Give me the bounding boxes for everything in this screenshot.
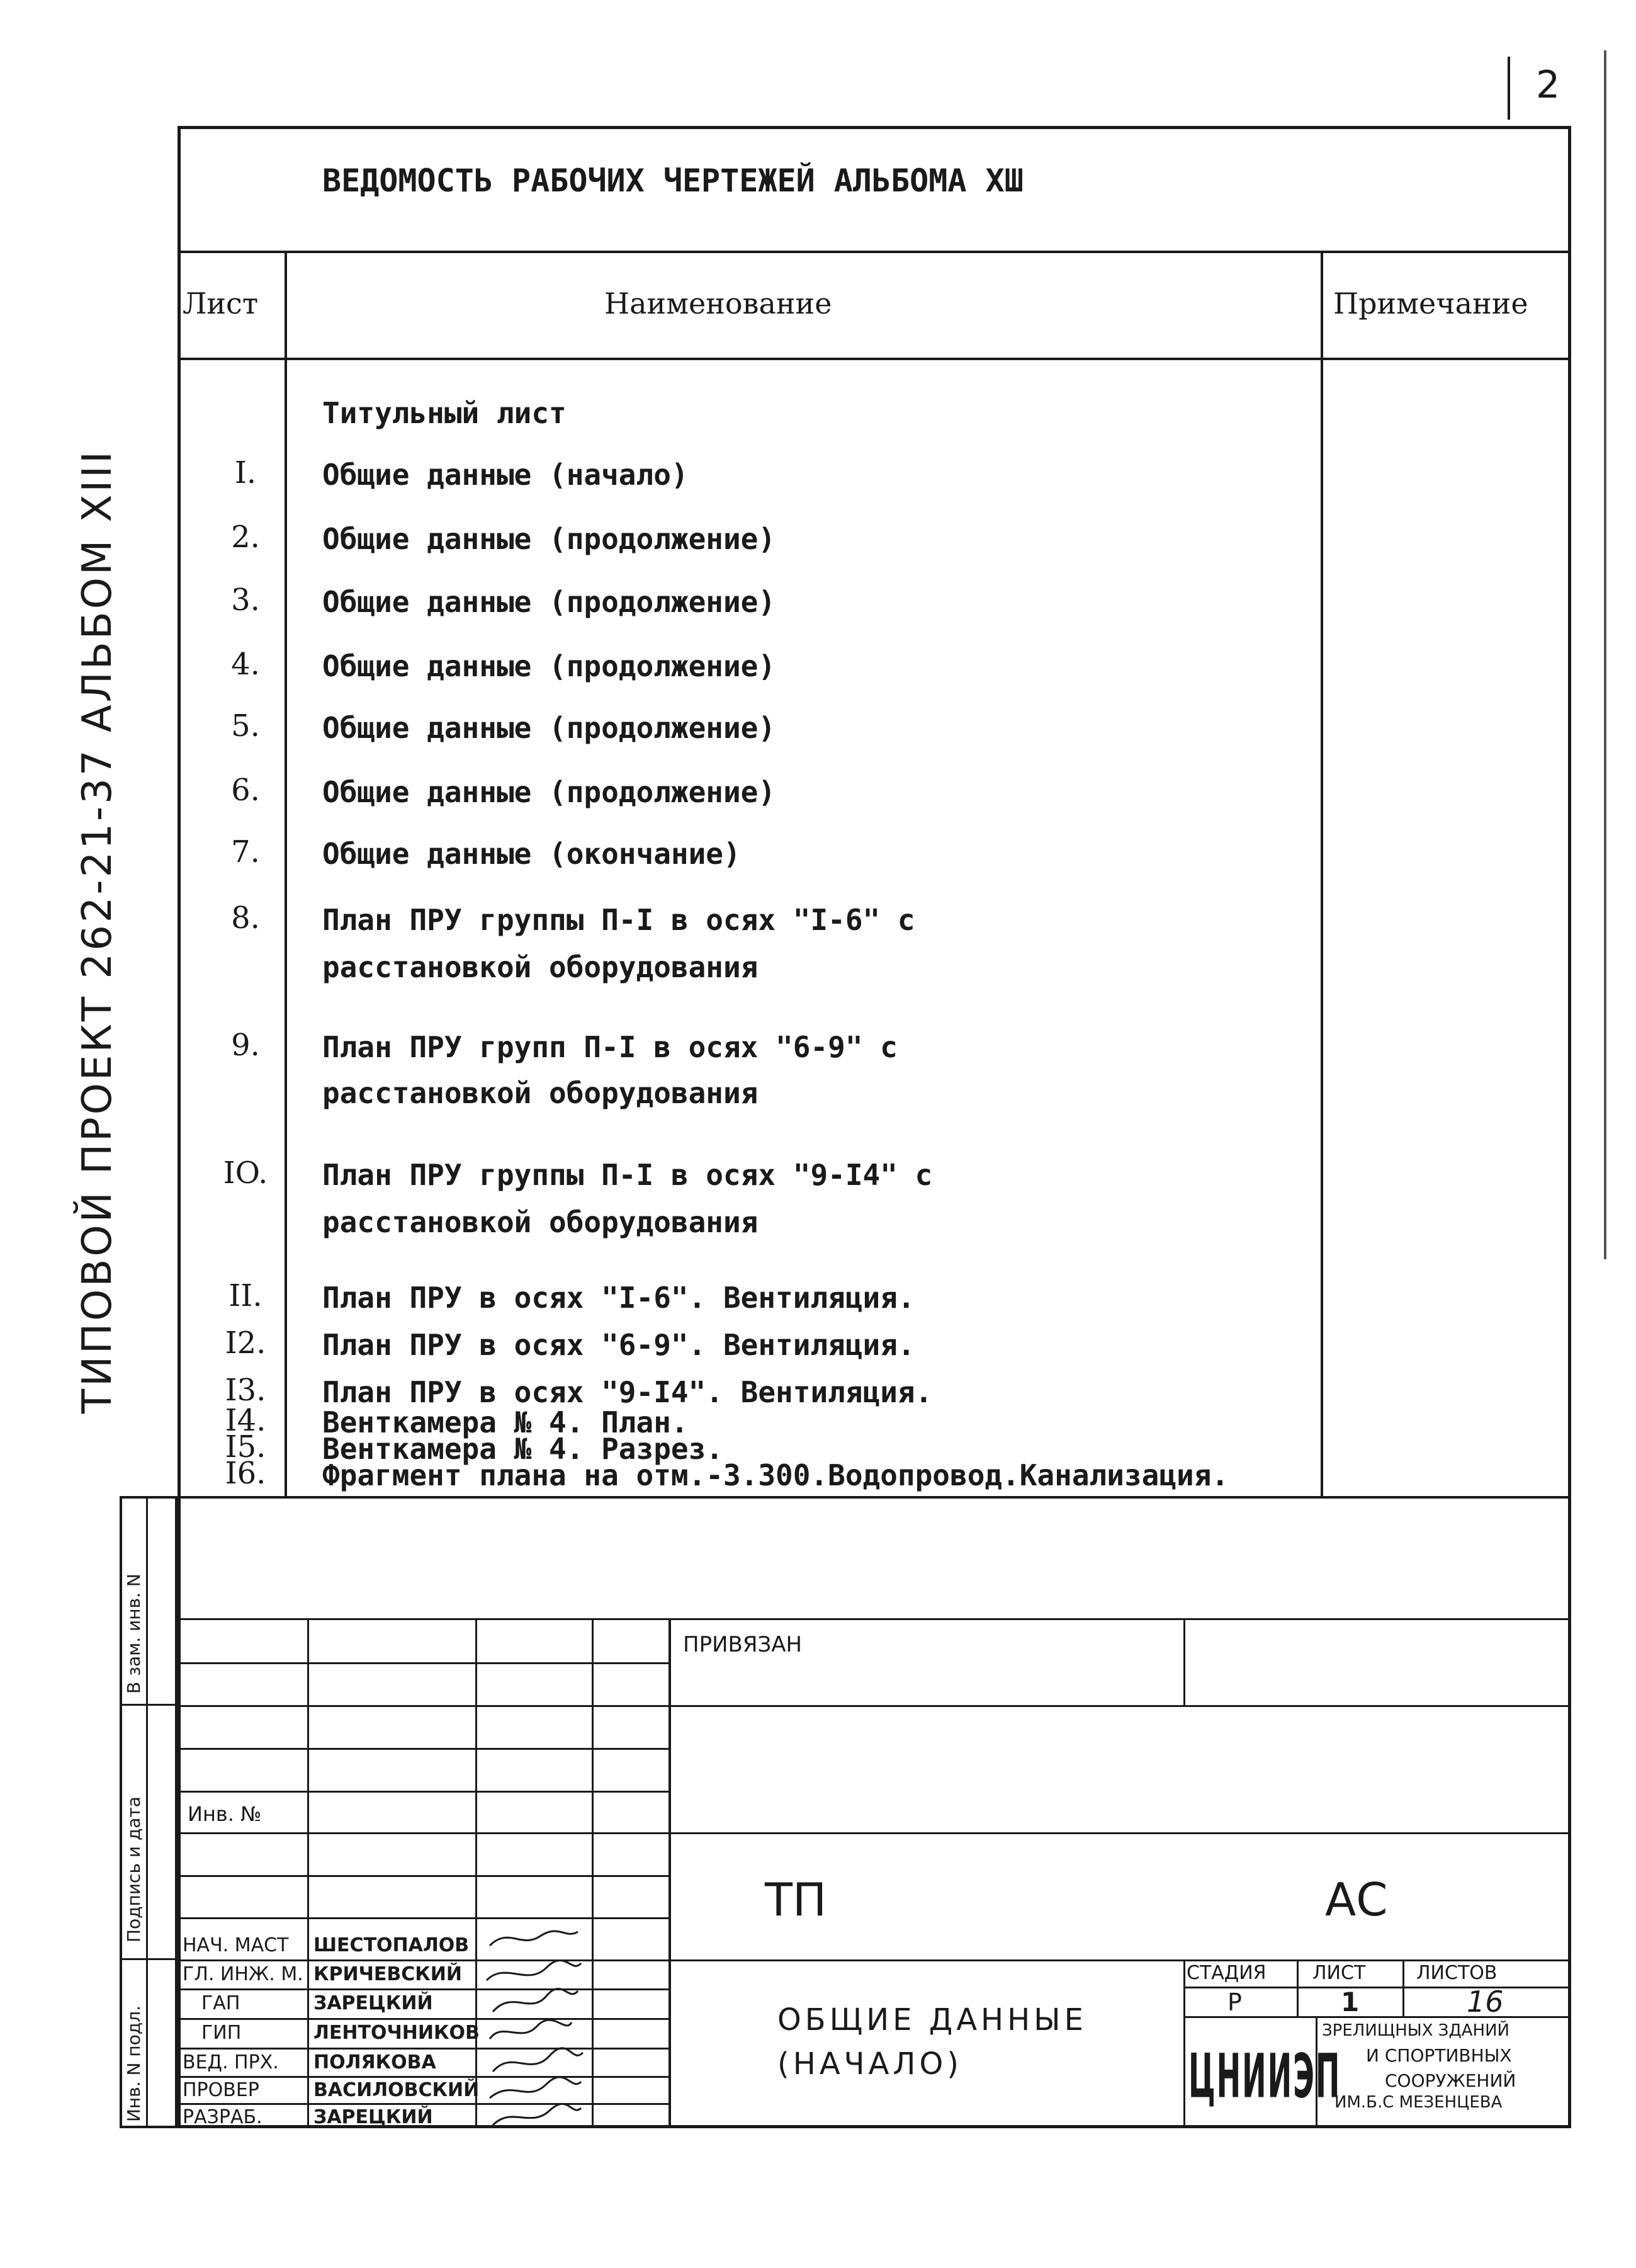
column-sheet-header: Лист <box>183 286 259 320</box>
sheets-value: 16 <box>1467 1985 1504 2019</box>
tb-rule <box>1183 2016 1571 2018</box>
signer-role: ГАП <box>201 1992 240 2014</box>
tb-vline <box>307 1618 309 2128</box>
row-name-continued: расстановкой оборудования <box>322 1205 759 1239</box>
row-name: План ПРУ группы П-I в осях "I-6" с <box>322 903 915 937</box>
row-name: План ПРУ в осях "I-6". Вентиляция. <box>322 1281 915 1315</box>
signer-name: ШЕСТОПАЛОВ <box>313 1934 470 1956</box>
tb-vline <box>592 1618 594 2128</box>
doc-subtitle: (НАЧАЛО) <box>777 2046 962 2082</box>
inv-no-label: Инв. № <box>188 1802 262 1826</box>
org-line-2: И СПОРТИВНЫХ <box>1366 2045 1512 2066</box>
tb-rule <box>178 1988 669 1990</box>
row-sheet: I6. <box>225 1456 266 1491</box>
row-sheet: II. <box>228 1278 262 1313</box>
left-strip-vzam: В зам. инв. N <box>123 1573 144 1694</box>
row-name: Общие данные (начало) <box>322 458 689 492</box>
row-sheet: 5. <box>231 708 260 744</box>
row-name: План ПРУ в осях "9-I4". Вентиляция. <box>322 1375 933 1409</box>
org-logo: ЦНИИЭП <box>1188 2040 1341 2112</box>
column-note-header: Примечание <box>1333 286 1528 320</box>
row-name-continued: расстановкой оборудования <box>322 1076 759 1110</box>
row-name: План ПРУ группы П-I в осях "9-I4" с <box>322 1158 933 1192</box>
row-name: Общие данные (продолжение) <box>322 522 776 556</box>
row-name: Общие данные (продолжение) <box>322 585 776 619</box>
tb-rule <box>178 1662 669 1664</box>
sheets-label: ЛИСТОВ <box>1416 1962 1498 1984</box>
signer-name: ЗАРЕЦКИЙ <box>313 1992 433 2014</box>
tb-rule <box>178 1705 1571 1707</box>
tb-rule <box>178 2076 669 2078</box>
row-sheet: 3. <box>231 582 260 618</box>
left-strip-podpis: Подпись и дата <box>123 1796 144 1942</box>
column-divider-note <box>1321 251 1323 1496</box>
privyazan-label: ПРИВЯЗАН <box>683 1632 803 1657</box>
header-title: ВЕДОМОСТЬ РАБОЧИХ ЧЕРТЕЖЕЙ АЛЬБОМА ХШ <box>322 162 1024 199</box>
row-sheet: I2. <box>225 1325 266 1361</box>
row-sheet: 4. <box>231 647 260 682</box>
org-line-4: ИМ.Б.С МЕЗЕНЦЕВА <box>1334 2093 1503 2112</box>
left-strip-rule <box>120 1704 178 1706</box>
signer-role: ПРОВЕР <box>183 2079 259 2101</box>
signer-name: КРИЧЕВСКИЙ <box>313 1963 462 1985</box>
tb-rule <box>178 1959 1571 1961</box>
tb-rule <box>178 1875 669 1877</box>
tb-rule <box>178 2103 669 2105</box>
sheet-label: ЛИСТ <box>1312 1962 1366 1984</box>
stage-label: СТАДИЯ <box>1187 1962 1266 1984</box>
tb-rule <box>178 1791 669 1793</box>
row-sheet: IO. <box>223 1155 268 1191</box>
left-strip-inv-podl: Инв. N подл. <box>123 2005 144 2122</box>
tb-vline <box>669 1618 671 2128</box>
row-name: Общие данные (продолжение) <box>322 649 776 683</box>
signer-role: ГЛ. ИНЖ. М. <box>183 1963 303 1985</box>
row-name-continued: расстановкой оборудования <box>322 950 759 984</box>
row-name: Фрагмент плана на отм.-3.300.Водопровод.Канализация. <box>322 1458 1229 1492</box>
row-sheet: I3. <box>225 1373 266 1408</box>
title-block-top-rule <box>120 1496 1571 1499</box>
column-name-header: Наименование <box>604 286 832 320</box>
signer-name: ПОЛЯКОВА <box>313 2051 436 2073</box>
row-name: Общие данные (продолжение) <box>322 775 776 809</box>
stage-value: Р <box>1227 1988 1242 2016</box>
tb-rule <box>178 1748 669 1750</box>
row-sheet: I. <box>234 455 257 490</box>
page-number: 2 <box>1536 63 1560 107</box>
signer-role: ВЕД. ПРХ. <box>183 2051 279 2073</box>
signer-name: ЗАРЕЦКИЙ <box>313 2106 433 2128</box>
left-strip-divider <box>146 1496 148 2128</box>
margin-project-label: ТИПОВОЙ ПРОЕКТ 262-21-37 АЛЬБОМ XIII <box>74 448 121 1414</box>
page-number-rule <box>1508 57 1510 120</box>
row-name: План ПРУ групп П-I в осях "6-9" с <box>322 1030 898 1064</box>
row-name: Общие данные (продолжение) <box>322 711 776 745</box>
row-name: План ПРУ в осях "6-9". Вентиляция. <box>322 1328 915 1362</box>
signer-name: ЛЕНТОЧНИКОВ <box>313 2022 480 2044</box>
signer-role: НАЧ. МАСТ <box>183 1934 289 1956</box>
signer-role: РАЗРАБ. <box>183 2106 262 2128</box>
tb-rule <box>178 1832 1571 1834</box>
signer-role: ГИП <box>201 2022 242 2044</box>
row-name: Общие данные (окончание) <box>322 837 741 871</box>
column-header-rule <box>178 358 1571 360</box>
tb-rule <box>178 2018 669 2020</box>
row-sheet: 9. <box>231 1028 260 1063</box>
row-sheet: 2. <box>231 519 260 555</box>
row-sheet: I5. <box>225 1429 266 1465</box>
column-divider-sheet <box>285 251 287 1496</box>
header-rule <box>178 251 1571 253</box>
row-sheet: 8. <box>231 900 260 936</box>
signer-name: ВАСИЛОВСКИЙ <box>313 2079 480 2101</box>
row-sheet: I4. <box>225 1403 266 1438</box>
left-strip-rule <box>120 1958 178 1960</box>
tb-rule <box>178 2048 669 2050</box>
tb-rule <box>178 1917 669 1919</box>
tb-vline <box>1183 1618 1185 1705</box>
row-name: Венткамера № 4. Разрез. <box>322 1432 723 1466</box>
org-line-3: СООРУЖЕНИЙ <box>1385 2070 1516 2091</box>
tb-vline <box>1183 1959 1185 2128</box>
signature-scribbles <box>477 1914 590 2128</box>
org-line-1: ЗРЕЛИЩНЫХ ЗДАНИЙ <box>1322 2021 1509 2040</box>
row-sheet: 7. <box>231 834 260 870</box>
tb-rule <box>178 1618 1571 1620</box>
doc-title: ОБЩИЕ ДАННЫЕ <box>777 2002 1087 2038</box>
doc-mark: АС <box>1325 1873 1388 1926</box>
sheet-value: 1 <box>1341 1987 1360 2017</box>
row-name: Титульный лист <box>322 396 567 430</box>
page-number-vrule <box>1604 50 1606 1259</box>
row-name: Венткамера № 4. План. <box>322 1405 689 1439</box>
row-sheet: 6. <box>231 773 260 808</box>
doc-code: ТП <box>765 1873 827 1926</box>
